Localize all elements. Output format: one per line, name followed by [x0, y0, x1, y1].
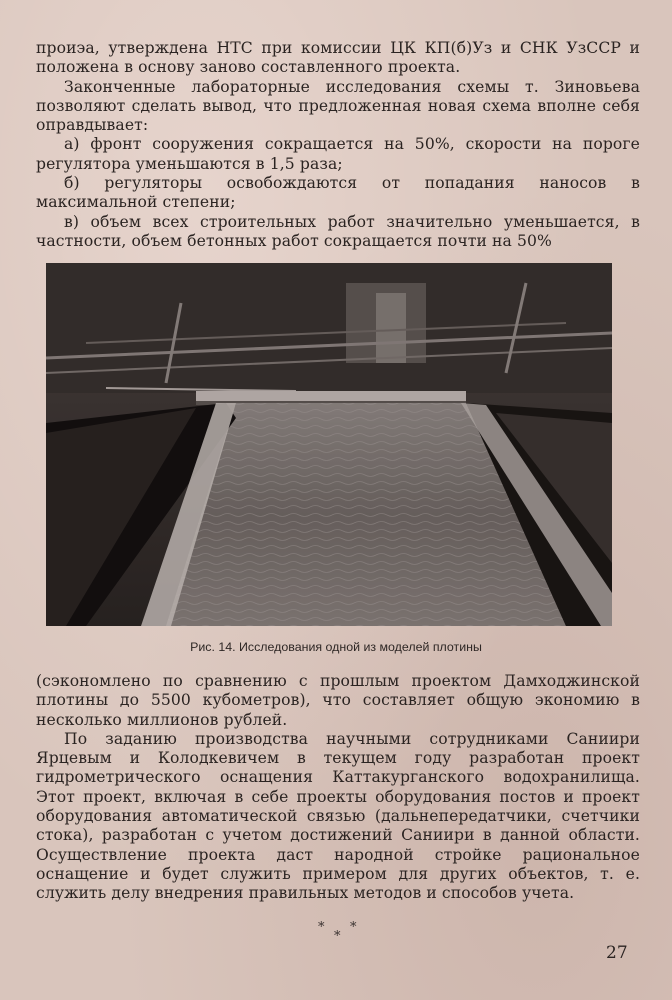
top-text-block: [36, 39, 640, 251]
figure-caption: Рис. 14. Исследования одной из моделей плотины: [190, 640, 482, 654]
section-separator: * * *: [318, 920, 357, 944]
paragraph-savings: (сэкономлено по сравнению с прошлым проектом Дамходжинской плотины до 5500 кубометров), что составляет общую экономию в несколько миллионов рублей.: [36, 672, 640, 729]
dam-model-photo-icon: [46, 263, 612, 626]
paragraph-hydrometric-project: По заданию производства научными сотрудниками Саниири Ярцевым и Колодкевичем в текущем году разработан проект гидрометрического оснащения Каттакурганского водохранилища. Этот проект, включая в себе проекты оборудования постов и проект оборудования автоматической связью (дальнепередатчики, счетчики стока), разработан с учетом достижений Саниири в данной области. Осуществление проекта даст народной стройке рациональное оснащение и будет служить примером для других объектов, т. е. служить делу внедрения правильных методов и способов учета.: [36, 729, 640, 903]
page-number: 27: [606, 943, 628, 963]
bottom-text-block: [36, 672, 640, 904]
paragraph-conclusion: Законченные лабораторные исследования схемы т. Зиновьева позволяют сделать вывод, что предложенная новая схема вполне себя оправдывает:: [36, 77, 640, 135]
paragraph-continuation: проиэа, утверждена НТС при комиссии ЦК КП(б)Уз и СНК УзССР и положена в основу заново составленного проекта.: [36, 39, 640, 77]
list-item-c: в) объем всех строительных работ значительно уменьшается, в частности, объем бетонных работ сокращается почти на 50%: [36, 212, 640, 250]
list-item-a: а) фронт сооружения сокращается на 50%, скорости на пороге регулятора уменьшаются в 1,5 раза;: [36, 135, 640, 173]
dam-model-photo: [46, 263, 612, 626]
list-item-b: б) регуляторы освобождаются от попадания наносов в максимальной степени;: [36, 174, 640, 212]
